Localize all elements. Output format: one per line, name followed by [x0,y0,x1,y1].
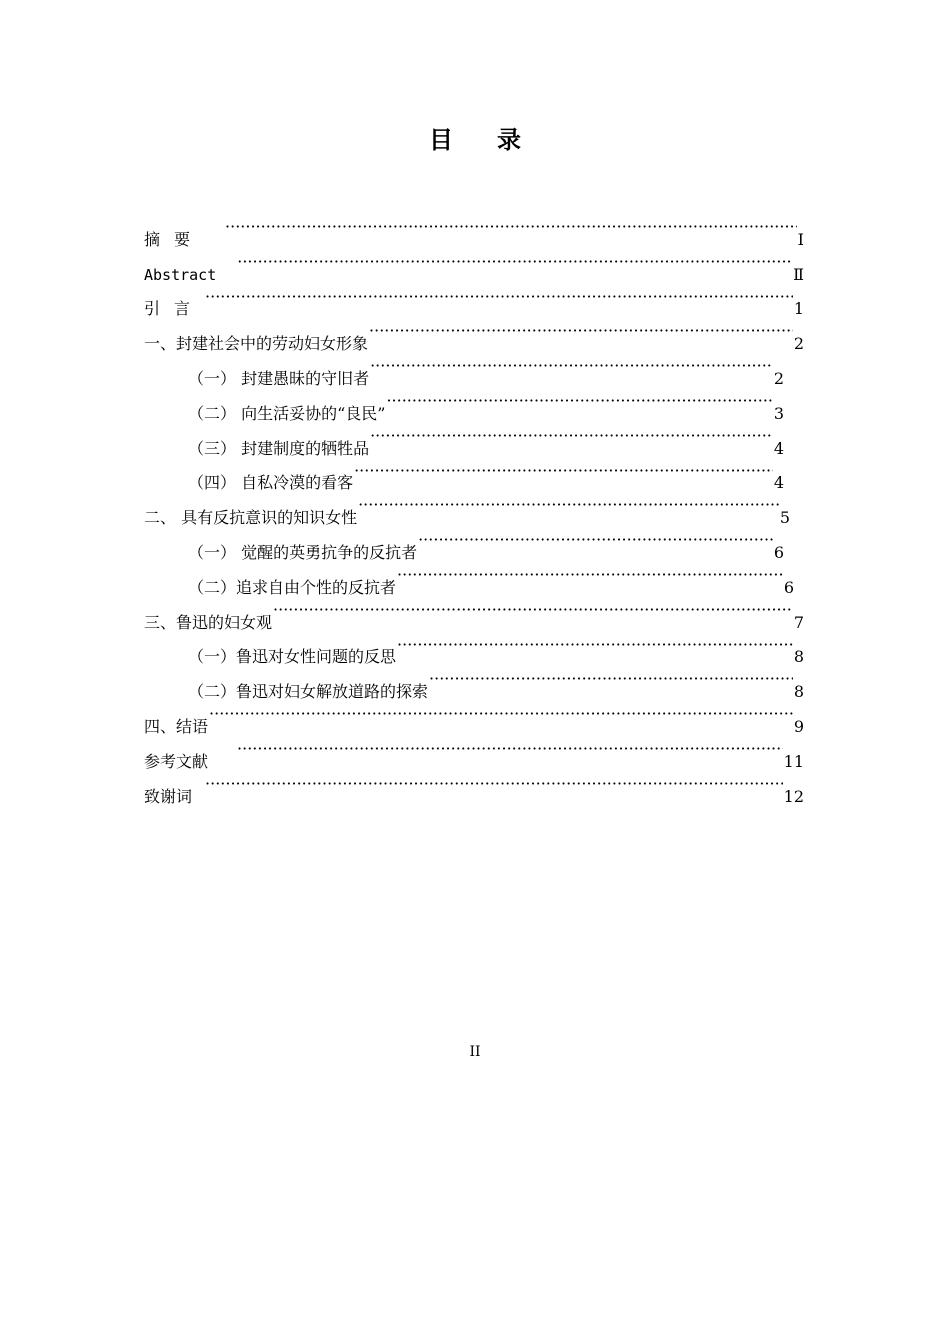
toc-entry-page: 12 [783,786,804,806]
toc-entry-label: 四、结语 [144,716,209,736]
toc-leader-dots [397,628,793,663]
toc-leader-dots [209,697,793,732]
toc-entry-label: 引言 [144,299,205,319]
toc-entry-label: 摘要 [144,229,205,249]
toc-entry-page: 8 [793,647,804,667]
toc-leader-dots [273,593,793,628]
toc-leader-dots [397,558,783,593]
toc-entry-page: 6 [783,577,794,597]
toc-entry-label: （一） 封建愚昧的守旧者 [188,368,370,388]
toc-leader-dots [237,245,792,280]
toc-leader-dots [386,384,772,419]
toc-entry-label: 三、鲁迅的妇女观 [144,612,273,632]
toc-entry-page: 4 [773,473,784,493]
toc-entry-introduction[interactable] [144,280,804,319]
toc-entry-label: Abstract [144,265,217,284]
toc-leader-dots [429,662,793,697]
toc-entry-label: （一） 觉醒的英勇抗争的反抗者 [188,542,418,562]
toc-leader-dots [225,210,797,245]
toc-entry-chapter-4[interactable] [144,697,804,736]
toc-entry-page: 2 [793,334,804,354]
toc-leader-dots [418,523,773,558]
toc-entry-label: （二）追求自由个性的反抗者 [188,577,397,597]
toc-entry-page: 4 [773,438,784,458]
toc-entry-page: 11 [783,751,804,771]
toc-entry-page: 2 [773,368,784,388]
toc-leader-dots [205,767,783,802]
page-footer-number: II [469,1044,481,1060]
toc-entry-label: 参考文献 [144,751,209,771]
toc-leader-dots [370,419,773,454]
toc-entry-label: （二）鲁迅对妇女解放道路的探索 [188,682,429,702]
toc-entry-references[interactable] [144,732,804,771]
toc-entry-label: 二、 具有反抗意识的知识女性 [144,508,358,528]
toc-entry-page: Ⅱ [793,264,804,284]
toc-entry-label: （三） 封建制度的牺牲品 [188,438,370,458]
toc-entry-label: 一、封建社会中的劳动妇女形象 [144,334,369,354]
toc-entry-page: 5 [779,508,790,528]
toc-leader-dots [354,454,773,489]
toc-entry-label: 致谢词 [144,786,193,806]
toc-entry-page: 7 [793,612,804,632]
toc-entry-abstract-en[interactable] [144,245,804,284]
toc-entry-label: （四） 自私冷漠的看客 [188,473,354,493]
toc-entry-page: 8 [793,682,804,702]
toc-entry-abstract-cn[interactable] [144,210,804,249]
toc-entry-chapter-1[interactable] [144,314,804,354]
toc-entry-page: 9 [793,716,804,736]
table-of-contents [144,210,804,806]
toc-leader-dots [358,488,779,523]
toc-leader-dots [370,349,773,384]
page-title: 目录 [429,125,565,154]
toc-entry-page: 1 [793,299,804,319]
toc-entry-acknowledgements[interactable] [144,767,804,806]
toc-leader-dots [205,280,793,315]
toc-entry-page: 3 [773,403,784,423]
toc-entry-label: （二） 向生活妥协的“良民” [188,403,386,423]
toc-leader-dots [369,314,793,349]
toc-entry-page: I [797,229,804,249]
toc-entry-label: （一）鲁迅对女性问题的反思 [188,647,397,667]
toc-leader-dots [237,732,783,767]
toc-entry-page: 6 [773,542,784,562]
